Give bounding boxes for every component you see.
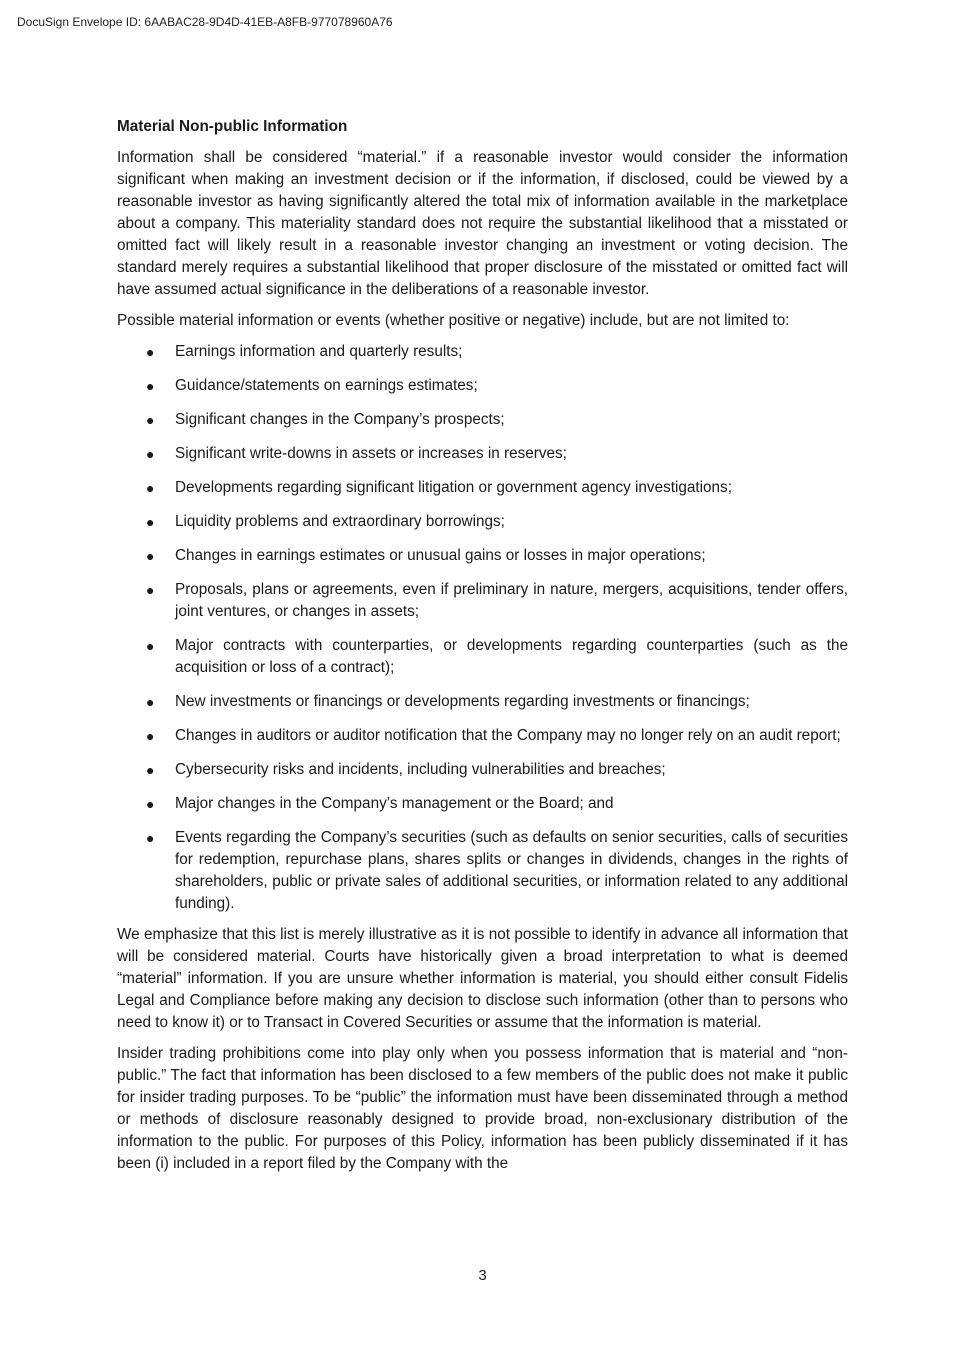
list-item bbox=[117, 579, 848, 623]
bullet-icon: ● bbox=[146, 514, 155, 530]
bullet-icon: ● bbox=[146, 446, 155, 462]
list-item-text: Significant write-downs in assets or increases in reserves; bbox=[175, 445, 567, 462]
list-item-text: Major contracts with counterparties, or developments regarding counterparties (such as the acquisition or loss of a contract); bbox=[175, 637, 848, 676]
list-item bbox=[117, 409, 848, 431]
bullet-icon: ● bbox=[146, 582, 155, 598]
bullet-icon: ● bbox=[146, 762, 155, 778]
list-item-text: Events regarding the Company’s securities (such as defaults on senior securities, calls of securities for redemption, repurchase plans, shares splits or changes in dividends, changes in the rights of shareholders, public or private sales of additional securities, or information related to any additional funding). bbox=[175, 829, 848, 912]
list-item-text: Changes in earnings estimates or unusual gains or losses in major operations; bbox=[175, 547, 706, 564]
list-item bbox=[117, 827, 848, 915]
list-item-text: Liquidity problems and extraordinary borrowings; bbox=[175, 513, 505, 530]
material-events-list bbox=[117, 341, 848, 915]
list-item-text: Major changes in the Company’s management or the Board; and bbox=[175, 795, 614, 812]
bullet-icon: ● bbox=[146, 796, 155, 812]
docusign-envelope-id: DocuSign Envelope ID: 6AABAC28-9D4D-41EB-A8FB-977078960A76 bbox=[17, 15, 393, 29]
list-item bbox=[117, 375, 848, 397]
list-item-text: Significant changes in the Company’s prospects; bbox=[175, 411, 505, 428]
list-item bbox=[117, 759, 848, 781]
list-item bbox=[117, 341, 848, 363]
list-item-text: New investments or financings or developments regarding investments or financings; bbox=[175, 693, 750, 710]
list-item bbox=[117, 635, 848, 679]
illustrative-list-paragraph: We emphasize that this list is merely illustrative as it is not possible to identify in advance all information that will be considered material. Courts have historically given a broad interpretation to what is deemed “material” information. If you are unsure whether information is material, you should either consult Fidelis Legal and Compliance before making any decision to disclose such information (other than to persons who need to know it) or to Transact in Covered Securities or assume that the information is material. bbox=[117, 926, 848, 1031]
list-item bbox=[117, 725, 848, 747]
list-item bbox=[117, 793, 848, 815]
document-body bbox=[117, 116, 848, 1184]
bullet-icon: ● bbox=[146, 378, 155, 394]
list-item-text: Changes in auditors or auditor notification that the Company may no longer rely on an audit report; bbox=[175, 727, 841, 744]
list-item bbox=[117, 443, 848, 465]
bullet-icon: ● bbox=[146, 830, 155, 846]
insider-trading-paragraph: Insider trading prohibitions come into play only when you possess information that is material and “non-public.” The fact that information has been disclosed to a few members of the public does not make it public for insider trading purposes. To be “public” the information must have been disseminated through a method or methods of disclosure reasonably designed to provide broad, non-exclusionary distribution of the information to the public. For purposes of this Policy, information has been publicly disseminated if it has been (i) included in a report filed by the Company with the bbox=[117, 1045, 848, 1172]
section-heading: Material Non-public Information bbox=[117, 118, 348, 135]
bullet-icon: ● bbox=[146, 548, 155, 564]
list-item bbox=[117, 477, 848, 499]
materiality-definition-paragraph: Information shall be considered “material.” if a reasonable investor would consider the information significant when making an investment decision or if the information, if disclosed, could be viewed by a reasonable investor as having significantly altered the total mix of information available in the marketplace about a company. This materiality standard does not require the substantial likelihood that a misstated or omitted fact will likely result in a reasonable investor changing an investment or voting decision. The standard merely requires a substantial likelihood that proper disclosure of the misstated or omitted fact will have assumed actual significance in the deliberations of a reasonable investor. bbox=[117, 149, 848, 298]
bullet-icon: ● bbox=[146, 728, 155, 744]
list-item-text: Developments regarding significant litigation or government agency investigations; bbox=[175, 479, 732, 496]
page-number: 3 bbox=[478, 1267, 487, 1284]
material-events-intro: Possible material information or events (whether positive or negative) include, but are not limited to: bbox=[117, 312, 790, 329]
list-item-text: Proposals, plans or agreements, even if preliminary in nature, mergers, acquisitions, tender offers, joint ventures, or changes in assets; bbox=[175, 581, 848, 620]
bullet-icon: ● bbox=[146, 344, 155, 360]
list-item-text: Guidance/statements on earnings estimates; bbox=[175, 377, 478, 394]
bullet-icon: ● bbox=[146, 694, 155, 710]
list-item bbox=[117, 511, 848, 533]
list-item-text: Earnings information and quarterly results; bbox=[175, 343, 463, 360]
list-item bbox=[117, 691, 848, 713]
list-item-text: Cybersecurity risks and incidents, including vulnerabilities and breaches; bbox=[175, 761, 666, 778]
bullet-icon: ● bbox=[146, 412, 155, 428]
bullet-icon: ● bbox=[146, 480, 155, 496]
bullet-icon: ● bbox=[146, 638, 155, 654]
list-item bbox=[117, 545, 848, 567]
